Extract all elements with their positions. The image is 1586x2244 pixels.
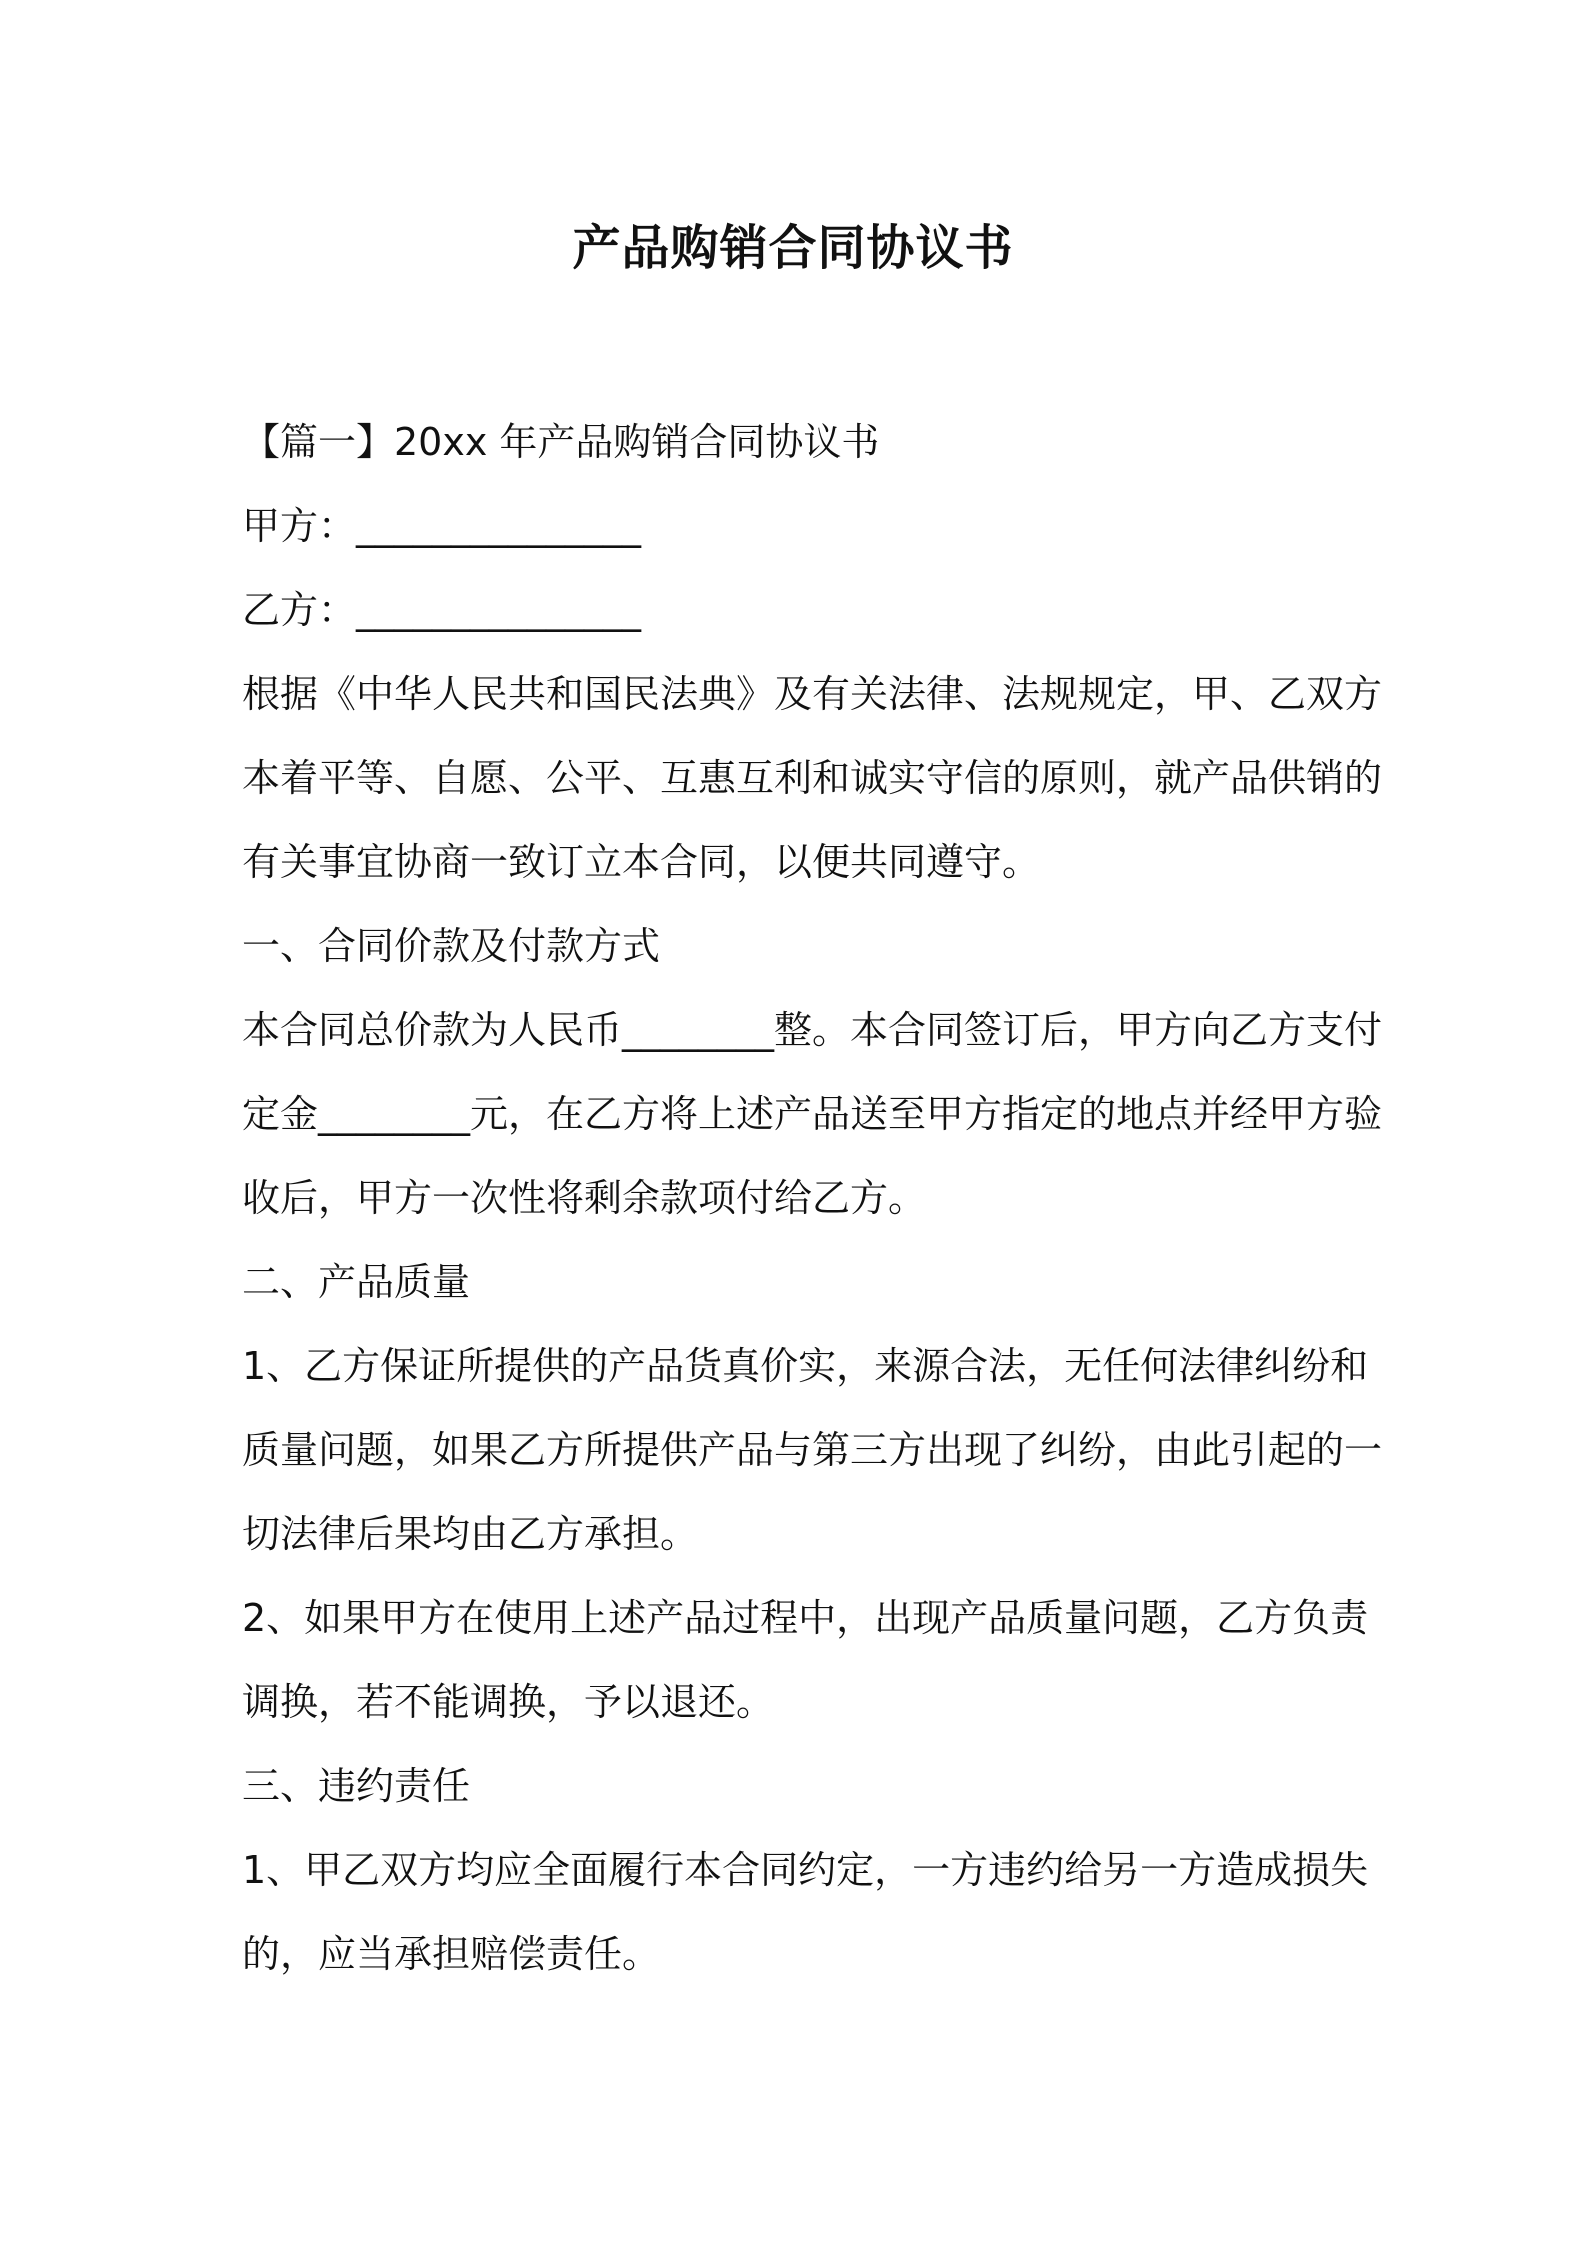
liability-item-1-line-2: 的，应当承担赔偿责任。 — [242, 1932, 661, 1976]
clause-heading-liability: 三、违约责任 — [242, 1764, 471, 1808]
price-clause-line-2: 定金________元，在乙方将上述产品送至甲方指定的地点并经甲方验 — [242, 1092, 1383, 1136]
document-body — [242, 400, 1383, 1996]
liability-item-1-line-1: 1、甲乙双方均应全面履行本合同约定，一方违约给另一方造成损失 — [242, 1848, 1369, 1892]
preamble-line-3: 有关事宜协商一致订立本合同，以便共同遵守。 — [242, 840, 1041, 884]
price-clause-line-3: 收后，甲方一次性将剩余款项付给乙方。 — [242, 1176, 927, 1220]
quality-item-2-line-1: 2、如果甲方在使用上述产品过程中，出现产品质量问题，乙方负责 — [242, 1596, 1369, 1640]
preamble-line-1: 根据《中华人民共和国民法典》及有关法律、法规规定，甲、乙双方 — [242, 672, 1383, 716]
clause-heading-price-payment: 一、合同价款及付款方式 — [242, 924, 661, 968]
section-heading-part-one: 【篇一】20xx 年产品购销合同协议书 — [242, 420, 880, 464]
document-title: 产品购销合同协议书 — [572, 220, 1014, 276]
quality-item-2-line-2: 调换，若不能调换，予以退还。 — [242, 1680, 775, 1724]
preamble-line-2: 本着平等、自愿、公平、互惠互利和诚实守信的原则，就产品供销的 — [242, 756, 1383, 800]
quality-item-1-line-1: 1、乙方保证所提供的产品货真价实，来源合法，无任何法律纠纷和 — [242, 1344, 1369, 1388]
price-clause-line-1: 本合同总价款为人民币________整。本合同签订后，甲方向乙方支付 — [242, 1008, 1383, 1052]
party-b-line: 乙方：_______________ — [242, 588, 642, 632]
party-a-line: 甲方：_______________ — [242, 504, 642, 548]
quality-item-1-line-2: 质量问题，如果乙方所提供产品与第三方出现了纠纷，由此引起的一 — [242, 1428, 1383, 1472]
quality-item-1-line-3: 切法律后果均由乙方承担。 — [242, 1512, 699, 1556]
clause-heading-product-quality: 二、产品质量 — [242, 1260, 471, 1304]
